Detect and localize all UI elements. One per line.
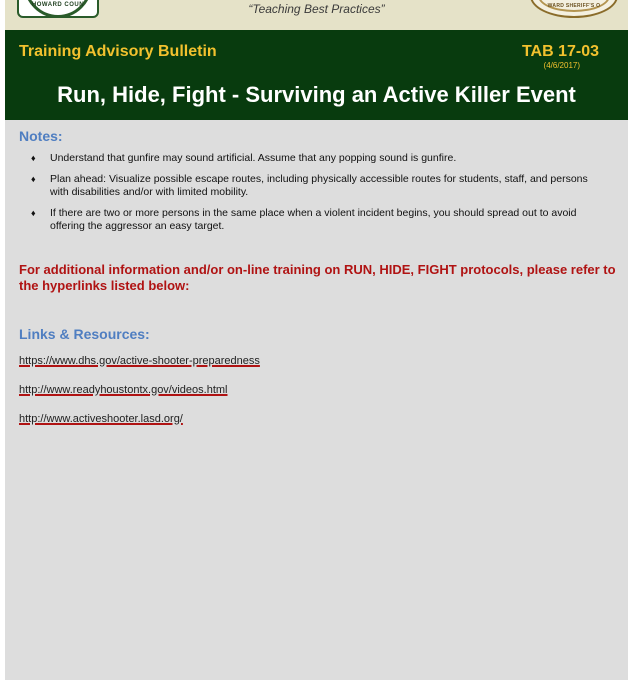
notes-heading: Notes:	[19, 128, 63, 144]
left-seal-lettering: HOWARD COUN	[31, 2, 85, 8]
bulletin-label: Training Advisory Bulletin	[19, 43, 217, 60]
diamond-bullet-icon: ♦	[31, 174, 36, 184]
link-lasd-active-shooter[interactable]: http://www.activeshooter.lasd.org/	[19, 413, 183, 425]
additional-info-text: For additional information and/or on-line training on RUN, HIDE, FIGHT protocols, please refer to the hyperlinks listed below:	[19, 262, 616, 293]
diamond-bullet-icon: ♦	[31, 208, 36, 218]
list-item	[5, 152, 628, 165]
note-text: Understand that gunfire may sound artificial. Assume that any popping sound is gunfire.	[50, 152, 457, 164]
links-heading: Links & Resources:	[19, 326, 150, 342]
bulletin-page	[5, 0, 628, 680]
page-title: Run, Hide, Fight - Surviving an Active Killer Event	[57, 82, 576, 107]
right-seal-lettering: WARD SHERIFF'S O	[547, 3, 601, 9]
tab-number: TAB 17-03	[521, 43, 599, 60]
diamond-bullet-icon: ♦	[31, 153, 36, 163]
note-text: Plan ahead: Visualize possible escape routes, including physically accessible routes for students, staff, and persons with disabilities and/or with limited mobility.	[50, 173, 588, 198]
notes-list	[5, 152, 628, 241]
top-banner	[5, 0, 628, 30]
note-text: If there are two or more persons in the same place when a violent incident begins, you should spread out to avoid offering the aggressor an easy target.	[50, 207, 577, 232]
link-dhs-active-shooter[interactable]: https://www.dhs.gov/active-shooter-preparedness	[19, 355, 260, 367]
bulletin-header	[5, 30, 628, 120]
motto: “Teaching Best Practices”	[248, 2, 385, 16]
link-readyhouston-videos[interactable]: http://www.readyhoustontx.gov/videos.html	[19, 384, 228, 396]
list-item	[5, 173, 628, 199]
list-item	[5, 207, 628, 233]
tab-date: (4/6/2017)	[543, 61, 580, 70]
